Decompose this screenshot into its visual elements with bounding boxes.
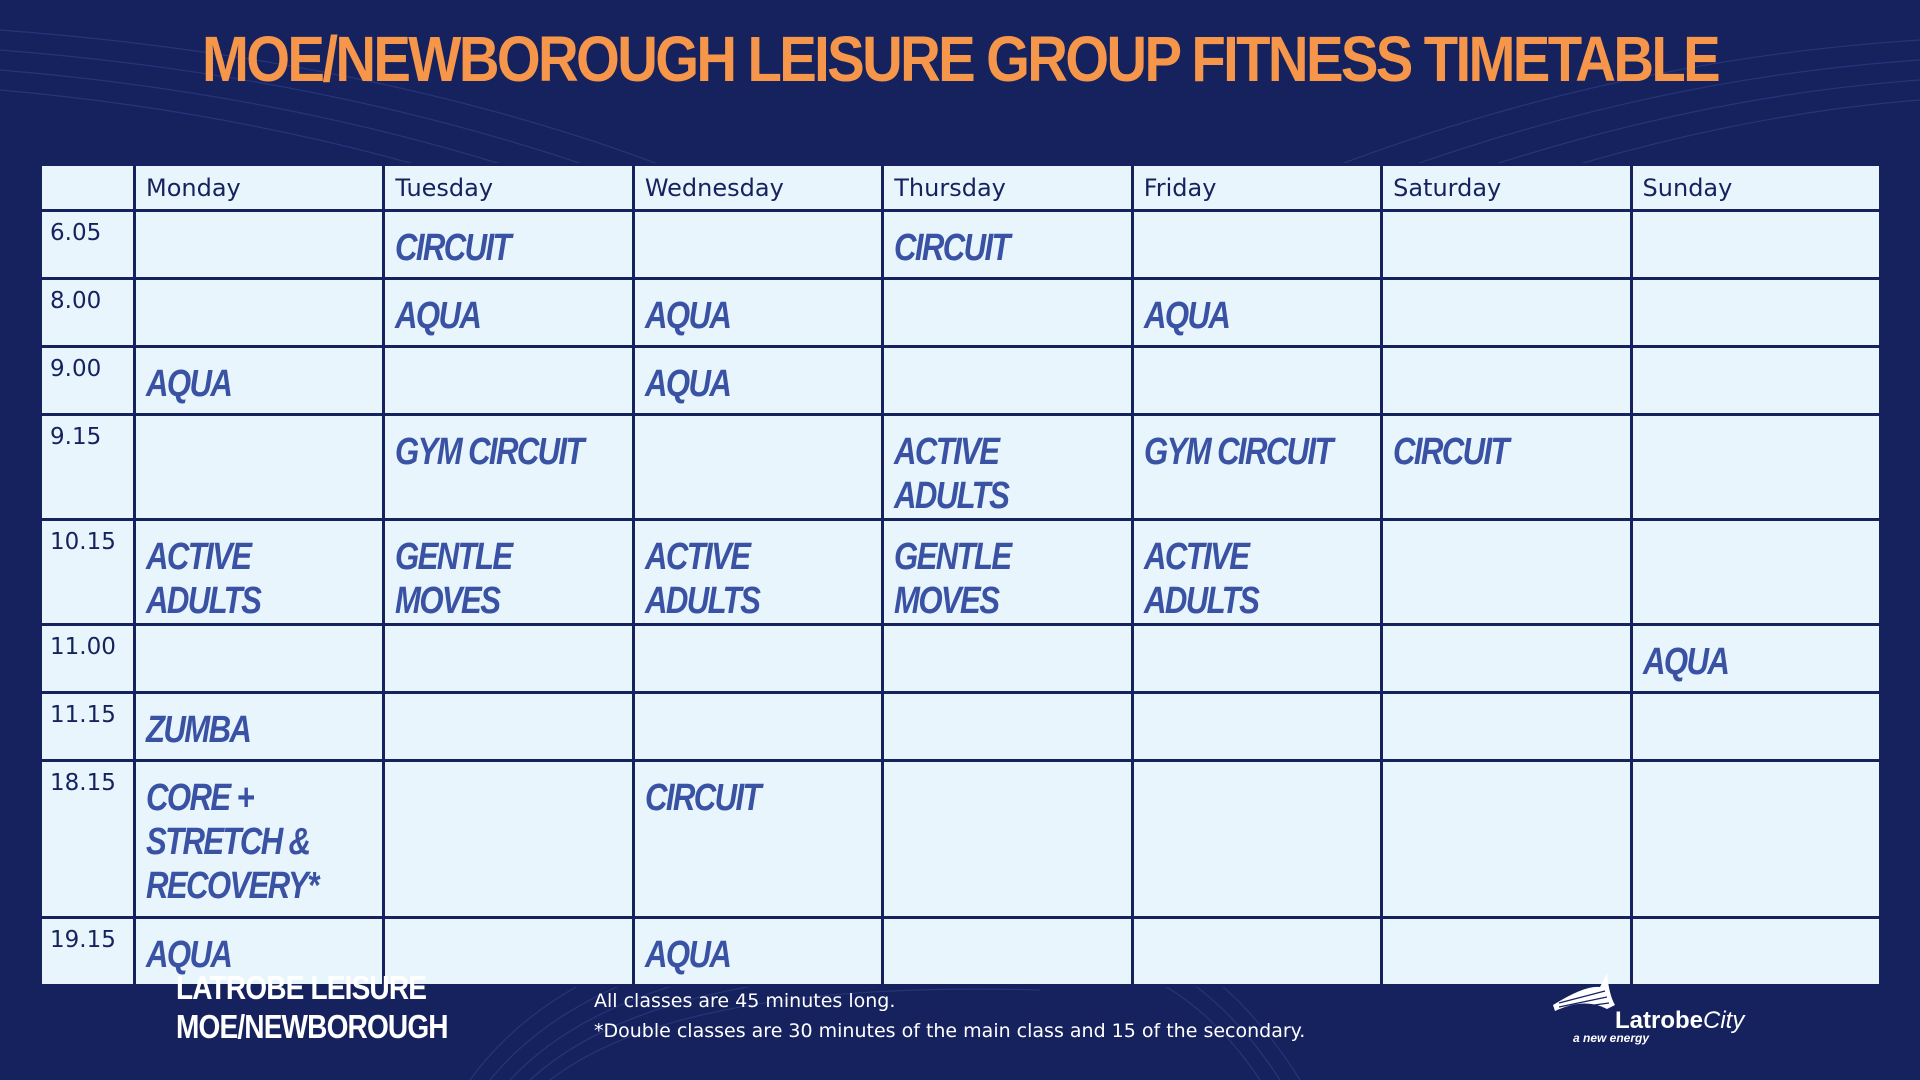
class-name: CIRCUIT — [894, 227, 1010, 269]
class-name: AQUA — [1143, 295, 1229, 337]
class-name: AQUA — [644, 934, 731, 976]
class-cell-tuesday — [384, 415, 633, 520]
time-slot: 6.05 — [41, 211, 135, 279]
brand-line-1: LATROBE LEISURE — [176, 969, 427, 1006]
class-cell-wednesday — [633, 693, 882, 761]
class-name: AQUA — [146, 934, 232, 976]
class-cell-tuesday — [384, 211, 633, 279]
class-name: GENTLE MOVES — [894, 536, 1011, 622]
logo-name-bold: Latrobe — [1615, 1007, 1704, 1034]
class-cell-friday — [1132, 347, 1381, 415]
logo-tagline: a new energy — [1573, 1031, 1650, 1045]
timetable-body — [41, 211, 1881, 986]
time-slot: 19.15 — [41, 918, 135, 986]
class-name: AQUA — [644, 295, 731, 337]
class-cell-wednesday — [633, 625, 882, 693]
class-cell-friday — [1132, 918, 1381, 986]
time-slot: 11.00 — [41, 625, 135, 693]
class-cell-saturday — [1382, 347, 1631, 415]
class-cell-wednesday — [633, 211, 882, 279]
class-name: ACTIVE ADULTS — [644, 536, 760, 622]
time-column-header — [41, 165, 135, 211]
class-cell-wednesday — [633, 918, 882, 986]
class-cell-sunday — [1631, 625, 1880, 693]
timetable-header — [41, 165, 1881, 211]
class-cell-monday — [135, 415, 384, 520]
day-header-monday: Monday — [135, 165, 384, 211]
class-cell-saturday — [1382, 279, 1631, 347]
class-name: CIRCUIT — [395, 227, 511, 269]
class-cell-tuesday — [384, 347, 633, 415]
class-cell-friday — [1132, 520, 1381, 625]
class-cell-friday — [1132, 211, 1381, 279]
class-cell-thursday — [883, 918, 1132, 986]
timetable-row — [41, 693, 1881, 761]
note-double-classes: *Double classes are 30 minutes of the main class and 15 of the secondary. — [594, 1020, 1306, 1042]
time-slot: 11.15 — [41, 693, 135, 761]
class-cell-saturday — [1382, 761, 1631, 918]
class-cell-thursday — [883, 347, 1132, 415]
class-cell-sunday — [1631, 279, 1880, 347]
brand-wordmark — [176, 968, 448, 1046]
class-cell-friday — [1132, 693, 1381, 761]
class-cell-friday — [1132, 761, 1381, 918]
class-name: GYM CIRCUIT — [395, 431, 584, 473]
class-cell-wednesday — [633, 761, 882, 918]
latrobe-city-logo — [1545, 965, 1745, 1045]
class-name: ACTIVE ADULTS — [146, 536, 261, 622]
class-name: AQUA — [395, 295, 481, 337]
class-cell-sunday — [1631, 693, 1880, 761]
class-cell-thursday — [883, 520, 1132, 625]
class-cell-sunday — [1631, 211, 1880, 279]
class-cell-thursday — [883, 761, 1132, 918]
class-cell-monday — [135, 693, 384, 761]
class-cell-wednesday — [633, 415, 882, 520]
class-cell-friday — [1132, 415, 1381, 520]
class-cell-sunday — [1631, 415, 1880, 520]
class-cell-thursday — [883, 625, 1132, 693]
day-header-sunday: Sunday — [1631, 165, 1880, 211]
class-cell-monday — [135, 279, 384, 347]
note-duration: All classes are 45 minutes long. — [594, 990, 896, 1012]
class-name: CIRCUIT — [1393, 431, 1508, 473]
class-cell-wednesday — [633, 520, 882, 625]
time-slot: 9.00 — [41, 347, 135, 415]
class-cell-saturday — [1382, 415, 1631, 520]
day-header-saturday: Saturday — [1382, 165, 1631, 211]
class-cell-saturday — [1382, 625, 1631, 693]
class-cell-thursday — [883, 415, 1132, 520]
class-name: ACTIVE ADULTS — [894, 431, 1009, 517]
class-cell-saturday — [1382, 211, 1631, 279]
timetable-row — [41, 415, 1881, 520]
class-name: GENTLE MOVES — [395, 536, 512, 622]
class-cell-thursday — [883, 211, 1132, 279]
brand-line-2: MOE/NEWBOROUGH — [176, 1008, 448, 1045]
class-name: AQUA — [1642, 641, 1728, 683]
class-cell-saturday — [1382, 693, 1631, 761]
class-cell-tuesday — [384, 625, 633, 693]
timetable-row — [41, 761, 1881, 918]
day-header-wednesday: Wednesday — [633, 165, 882, 211]
class-cell-wednesday — [633, 279, 882, 347]
class-cell-friday — [1132, 625, 1381, 693]
class-cell-monday — [135, 625, 384, 693]
timetable-row — [41, 211, 1881, 279]
day-header-thursday: Thursday — [883, 165, 1132, 211]
class-cell-monday — [135, 520, 384, 625]
class-name: AQUA — [146, 363, 232, 405]
timetable-row — [41, 520, 1881, 625]
timetable-row — [41, 347, 1881, 415]
class-cell-thursday — [883, 693, 1132, 761]
class-cell-monday — [135, 761, 384, 918]
class-cell-friday — [1132, 279, 1381, 347]
logo-name-italic: City — [1703, 1007, 1745, 1034]
class-cell-tuesday — [384, 693, 633, 761]
class-cell-tuesday — [384, 279, 633, 347]
class-cell-sunday — [1631, 520, 1880, 625]
time-slot: 18.15 — [41, 761, 135, 918]
class-cell-saturday — [1382, 520, 1631, 625]
footer-notes — [594, 986, 1305, 1046]
time-slot: 10.15 — [41, 520, 135, 625]
class-cell-tuesday — [384, 761, 633, 918]
class-cell-wednesday — [633, 347, 882, 415]
timetable-row — [41, 625, 1881, 693]
class-cell-monday — [135, 211, 384, 279]
page-title: MOE/NEWBOROUGH LEISURE GROUP FITNESS TIMETABLE — [201, 23, 1719, 95]
time-slot: 8.00 — [41, 279, 135, 347]
class-name: CIRCUIT — [644, 777, 760, 819]
class-cell-tuesday — [384, 520, 633, 625]
class-cell-monday — [135, 347, 384, 415]
timetable-row — [41, 279, 1881, 347]
day-header-friday: Friday — [1132, 165, 1381, 211]
class-cell-thursday — [883, 279, 1132, 347]
class-name: ZUMBA — [146, 709, 251, 751]
class-name: ACTIVE ADULTS — [1143, 536, 1258, 622]
class-name: AQUA — [644, 363, 731, 405]
class-cell-sunday — [1631, 347, 1880, 415]
time-slot: 9.15 — [41, 415, 135, 520]
class-name: GYM CIRCUIT — [1143, 431, 1332, 473]
day-header-tuesday: Tuesday — [384, 165, 633, 211]
timetable — [39, 163, 1882, 987]
class-name: CORE + STRETCH & RECOVERY* — [146, 777, 318, 907]
class-cell-sunday — [1631, 761, 1880, 918]
